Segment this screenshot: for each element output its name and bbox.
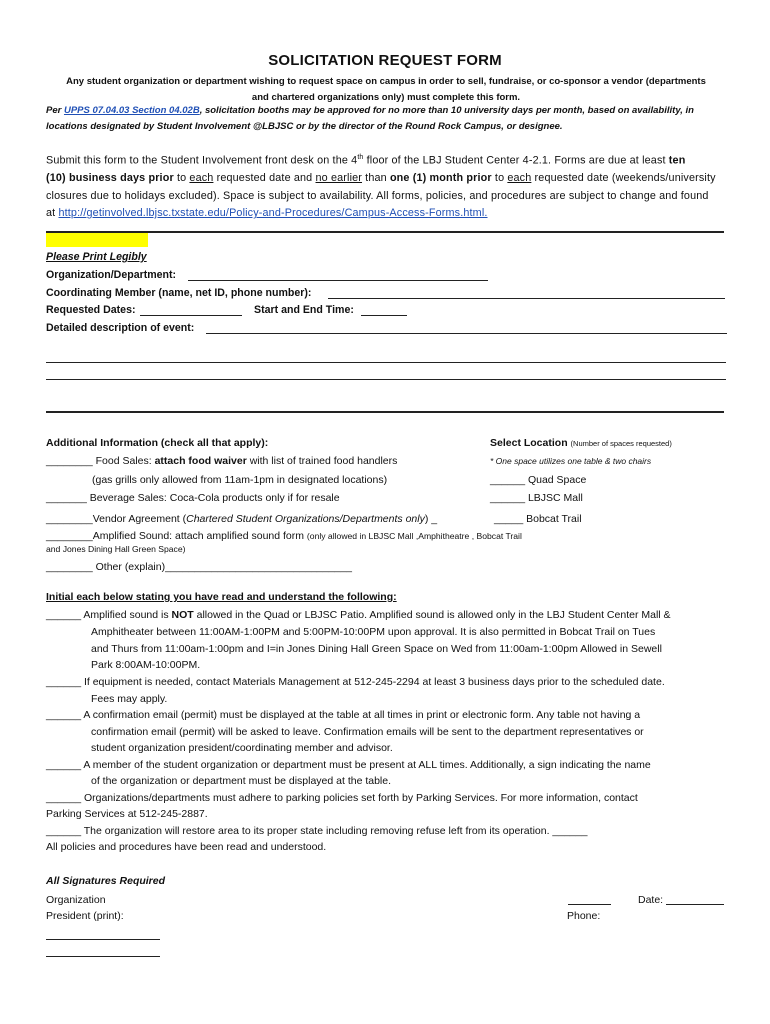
- amplified-sound-blank[interactable]: ________: [46, 530, 93, 542]
- coordinating-member-field[interactable]: [328, 286, 725, 299]
- initial-amplified-sound[interactable]: [46, 607, 736, 624]
- president-print-field[interactable]: [46, 944, 160, 957]
- form-title: SOLICITATION REQUEST FORM: [268, 52, 502, 69]
- policy-note: [46, 103, 726, 119]
- submit-no-earlier: no earlier: [315, 172, 363, 185]
- signatures-heading: All Signatures Required: [46, 875, 166, 887]
- organization-label: Organization/Department:: [46, 269, 177, 281]
- submit-line-3: closures due to holidays excluded). Space is subject to availability. All forms, policies, and procedures are subject to change and found: [46, 189, 709, 202]
- amplified-sound-label: Amplified Sound: attach amplified sound form: [92, 530, 307, 542]
- submit-ten: ten: [668, 154, 686, 167]
- requested-dates-label: Requested Dates:: [46, 304, 136, 316]
- food-sales-detail: with list of trained food handlers: [246, 455, 398, 467]
- initial-equipment-line-2: Fees may apply.: [91, 693, 168, 705]
- submit-text-g: to: [491, 172, 508, 185]
- vendor-agreement-close: ) _: [424, 513, 438, 525]
- requested-dates-field[interactable]: [140, 303, 242, 316]
- initial-amplified-not: NOT: [171, 609, 194, 621]
- other-option[interactable]: [46, 559, 352, 576]
- highlight-block: [46, 233, 148, 247]
- other-label: Other (explain)________________________________: [92, 561, 352, 573]
- president-print-label: President (print):: [46, 910, 124, 922]
- initial-parking[interactable]: ______ Organizations/departments must adhere to parking policies set forth by Parking Services. For more information, contact: [46, 792, 638, 804]
- policy-note-line-2: locations designated by Student Involvement @LBJSC or by the director of the Round Rock Campus, or designee.: [46, 121, 563, 132]
- initial-member-present[interactable]: ______ A member of the student organization or department must be present at ALL times. Additionally, a sign indicating the name: [46, 759, 651, 771]
- submit-text-a: Submit this form to the Student Involvement front desk on the 4: [46, 154, 358, 167]
- location-note: * One space utilizes one table & two chairs: [490, 456, 652, 466]
- start-end-time-field[interactable]: [361, 303, 407, 316]
- vendor-agreement-blank[interactable]: ________: [46, 513, 93, 525]
- submit-instructions: [46, 149, 730, 223]
- location-quad-space[interactable]: ______ Quad Space: [490, 474, 587, 486]
- other-blank[interactable]: ________: [46, 561, 93, 573]
- upps-policy-link[interactable]: UPPS 07.04.03 Section 04.02B: [63, 105, 200, 116]
- initial-equipment[interactable]: ______ If equipment is needed, contact Materials Management at 512-245-2294 at least 3 business days prior to the scheduled date.: [46, 676, 665, 688]
- submit-text-c: (10) business days prior: [46, 172, 174, 185]
- initial-amplified-line-2: Amphitheater between 11:00AM-1:00PM and 5:00PM-10:00PM upon approval. It is also permitted in Bobcat Trail on Tues: [91, 626, 656, 638]
- event-description-label: Detailed description of event:: [46, 322, 195, 334]
- start-end-time-label: Start and End Time:: [254, 304, 354, 316]
- vendor-agreement-option[interactable]: [46, 511, 437, 528]
- section-divider-2: [46, 411, 724, 413]
- submit-text-e: requested date and: [213, 172, 316, 185]
- submit-text-b: floor of the LBJ Student Center 4-2.1. Forms are due at least: [363, 154, 669, 167]
- location-heading-note: (Number of spaces requested): [570, 439, 672, 448]
- location-lbjsc-mall[interactable]: ______ LBJSC Mall: [490, 492, 583, 504]
- campus-access-forms-link[interactable]: http://getinvolved.lbjsc.txstate.edu/Policy-and-Procedures/Campus-Access-Forms.html.: [58, 207, 488, 220]
- event-description-field[interactable]: [206, 321, 727, 334]
- initial-member-line-2: of the organization or department must be displayed at the table.: [91, 775, 392, 787]
- amplified-sound-locations-2: and Jones Dining Hall Green Space): [46, 544, 186, 554]
- vendor-agreement-note: Chartered Student Organizations/Departments only: [186, 513, 425, 525]
- location-bobcat-trail[interactable]: _____ Bobcat Trail: [494, 513, 582, 525]
- submit-at: at: [46, 207, 59, 220]
- submit-text-f: than: [362, 172, 390, 185]
- coordinating-member-label: Coordinating Member (name, net ID, phone number):: [46, 287, 312, 299]
- initial-parking-line-2: Parking Services at 512-245-2887.: [46, 808, 208, 820]
- phone-label: Phone:: [567, 910, 601, 922]
- organization-signature-label: Organization: [46, 894, 106, 906]
- submit-one-month: one (1) month prior: [389, 172, 492, 185]
- policy-text: , solicitation booths may be approved for no more than 10 university days per month, based on availability, in: [199, 105, 694, 116]
- print-legibly-label: Please Print Legibly: [46, 251, 147, 263]
- food-sales-option[interactable]: [46, 453, 397, 470]
- food-sales-label: Food Sales:: [92, 455, 155, 467]
- submit-text-h: requested date (weekends/university: [531, 172, 716, 185]
- location-heading: [490, 435, 672, 452]
- policies-read-statement: All policies and procedures have been read and understood.: [46, 841, 327, 853]
- description-line-3[interactable]: [46, 379, 726, 380]
- initial-confirmation-line-2: confirmation email (permit) will be asked to leave. Confirmation emails will be sent to the department representatives or: [91, 726, 644, 738]
- additional-info-heading: Additional Information (check all that apply):: [46, 437, 269, 449]
- submit-text-d: to: [173, 172, 190, 185]
- initial-confirmation[interactable]: ______ A confirmation email (permit) must be displayed at the table at all times in print or electronic form. Any table not having a: [46, 709, 641, 721]
- intro-line-1: Any student organization or department wishing to request space on campus in order to sell, fundraise, or co-sponsor a vendor (departments: [66, 76, 706, 87]
- organization-field[interactable]: [188, 268, 488, 281]
- submit-line-2: [46, 170, 730, 188]
- initial-confirmation-line-3: student organization president/coordinating member and advisor.: [91, 742, 393, 754]
- food-sales-blank[interactable]: ________: [46, 455, 93, 467]
- initial-amplified-line-3: and Thurs from 11:00am-1:00pm and I=in Jones Dining Hall Green Space on Wed from 11:00am-1:00pm Allowed in Sewell: [91, 643, 662, 655]
- date-label: Date:: [638, 894, 664, 906]
- amplified-sound-option[interactable]: [46, 528, 522, 545]
- initials-heading: Initial each below stating you have read and understand the following:: [46, 591, 397, 603]
- initial-amplified-text-a: ______ Amplified sound is: [46, 609, 172, 621]
- description-line-2[interactable]: [46, 362, 726, 363]
- initial-amplified-line-4: Park 8:00AM-10:00PM.: [91, 659, 201, 671]
- location-heading-text: Select Location: [490, 437, 571, 449]
- initial-amplified-text-b: allowed in the Quad or LBJSC Patio. Amplified sound is allowed only in the LBJ Student Center Mall &: [193, 609, 671, 621]
- vendor-agreement-label: Vendor Agreement (: [92, 513, 187, 525]
- submit-line-4: [46, 205, 730, 223]
- initial-restore-area[interactable]: ______ The organization will restore area to its proper state including removing refuse left from its operation. ______: [46, 825, 588, 837]
- submit-sup: th: [357, 154, 364, 161]
- organization-signature-field[interactable]: [568, 891, 611, 905]
- food-waiver-text: attach food waiver: [154, 455, 247, 467]
- policy-prefix: Per: [46, 105, 64, 116]
- food-sales-note: (gas grills only allowed from 11am-1pm in designated locations): [92, 474, 388, 486]
- submit-line-1: [46, 149, 730, 170]
- amplified-sound-locations: (only allowed in LBJSC Mall ,Amphitheatre , Bobcat Trail: [306, 531, 522, 541]
- president-signature-field[interactable]: [46, 927, 160, 940]
- beverage-sales-option[interactable]: _______ Beverage Sales: Coca-Cola products only if for resale: [46, 492, 340, 504]
- submit-each-2: each: [507, 172, 532, 185]
- submit-each-1: each: [189, 172, 214, 185]
- intro-line-2: and chartered organizations only) must complete this form.: [251, 92, 521, 103]
- date-field[interactable]: [666, 891, 724, 905]
